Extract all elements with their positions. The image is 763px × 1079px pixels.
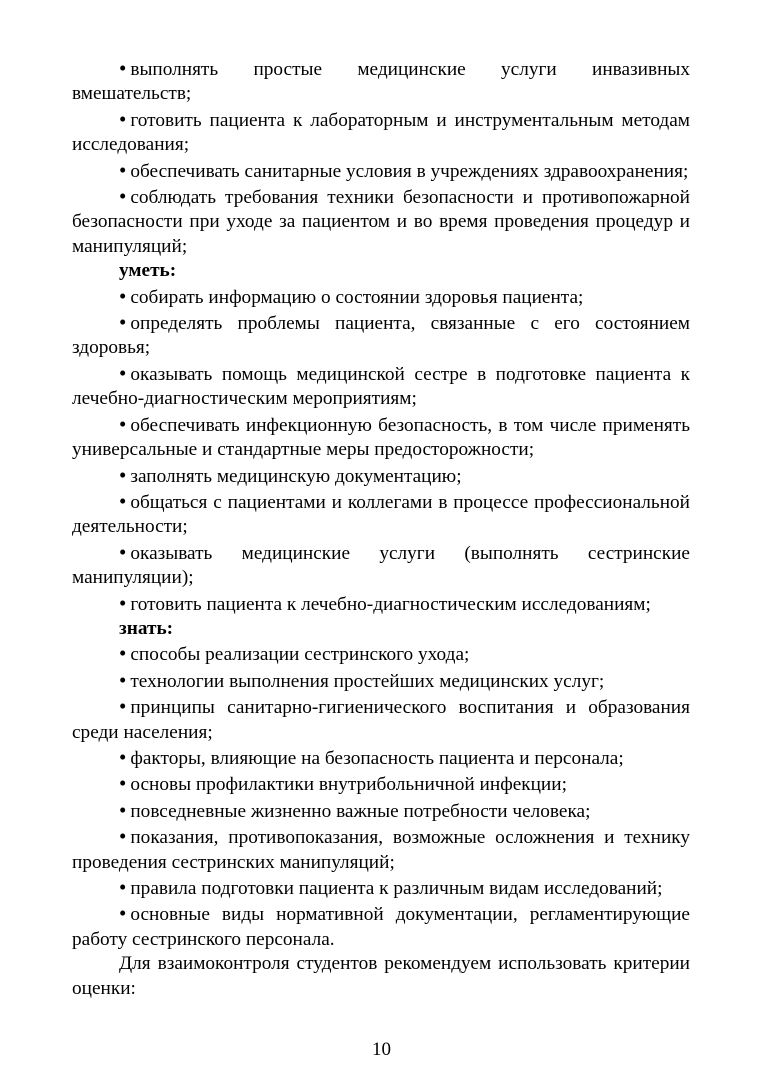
section-heading-umet: уметь: bbox=[119, 260, 177, 282]
list-item: • основные виды нормативной документации, регламентирующие работу сестринского персонала. bbox=[72, 901, 690, 952]
list-item: • основы профилактики внутрибольничной инфекции; bbox=[72, 771, 690, 797]
list-item: • готовить пациента к лечебно-диагностическим исследованиям; bbox=[72, 591, 690, 617]
list-item: • показания, противопоказания, возможные осложнения и технику проведения сестринских манипуляций; bbox=[72, 824, 690, 875]
list-item: • собирать информацию о состоянии здоровья пациента; bbox=[72, 284, 690, 310]
page-number: 10 bbox=[372, 1039, 391, 1060]
closing-paragraph: Для взаимоконтроля студентов рекомендуем использовать критерии оценки: bbox=[72, 953, 690, 999]
list-item: • повседневные жизненно важные потребности человека; bbox=[72, 798, 690, 824]
list-item: • факторы, влияющие на безопасность пациента и персонала; bbox=[72, 745, 690, 771]
list-item: • способы реализации сестринского ухода; bbox=[72, 641, 690, 667]
list-item: • оказывать помощь медицинской сестре в подготовке пациента к лечебно-диагностическим мероприятиям; bbox=[72, 361, 690, 412]
list-item: • соблюдать требования техники безопасности и противопожарной безопасности при уходе за пациентом и во время проведения процедур и манипуляций; bbox=[72, 184, 690, 259]
list-item: • заполнять медицинскую документацию; bbox=[72, 463, 690, 489]
list-item: • выполнять простые медицинские услуги инвазивных вмешательств; bbox=[72, 56, 690, 107]
list-item: • оказывать медицинские услуги (выполнять сестринские манипуляции); bbox=[72, 540, 690, 591]
list-item: • правила подготовки пациента к различным видам исследований; bbox=[72, 875, 690, 901]
list-item: • обеспечивать инфекционную безопасность, в том числе применять универсальные и стандартные меры предосторожности; bbox=[72, 412, 690, 463]
list-item: • обеспечивать санитарные условия в учреждениях здравоохранения; bbox=[72, 158, 690, 184]
list-item: • принципы санитарно-гигиенического воспитания и образования среди населения; bbox=[72, 694, 690, 745]
page-body bbox=[72, 56, 690, 1001]
list-item: • готовить пациента к лабораторным и инструментальным методам исследования; bbox=[72, 107, 690, 158]
list-item: • технологии выполнения простейших медицинских услуг; bbox=[72, 668, 690, 694]
list-item: • определять проблемы пациента, связанные с его состоянием здоровья; bbox=[72, 310, 690, 361]
section-heading-znat: знать: bbox=[119, 617, 174, 639]
list-item: • общаться с пациентами и коллегами в процессе профессиональной деятельности; bbox=[72, 489, 690, 540]
